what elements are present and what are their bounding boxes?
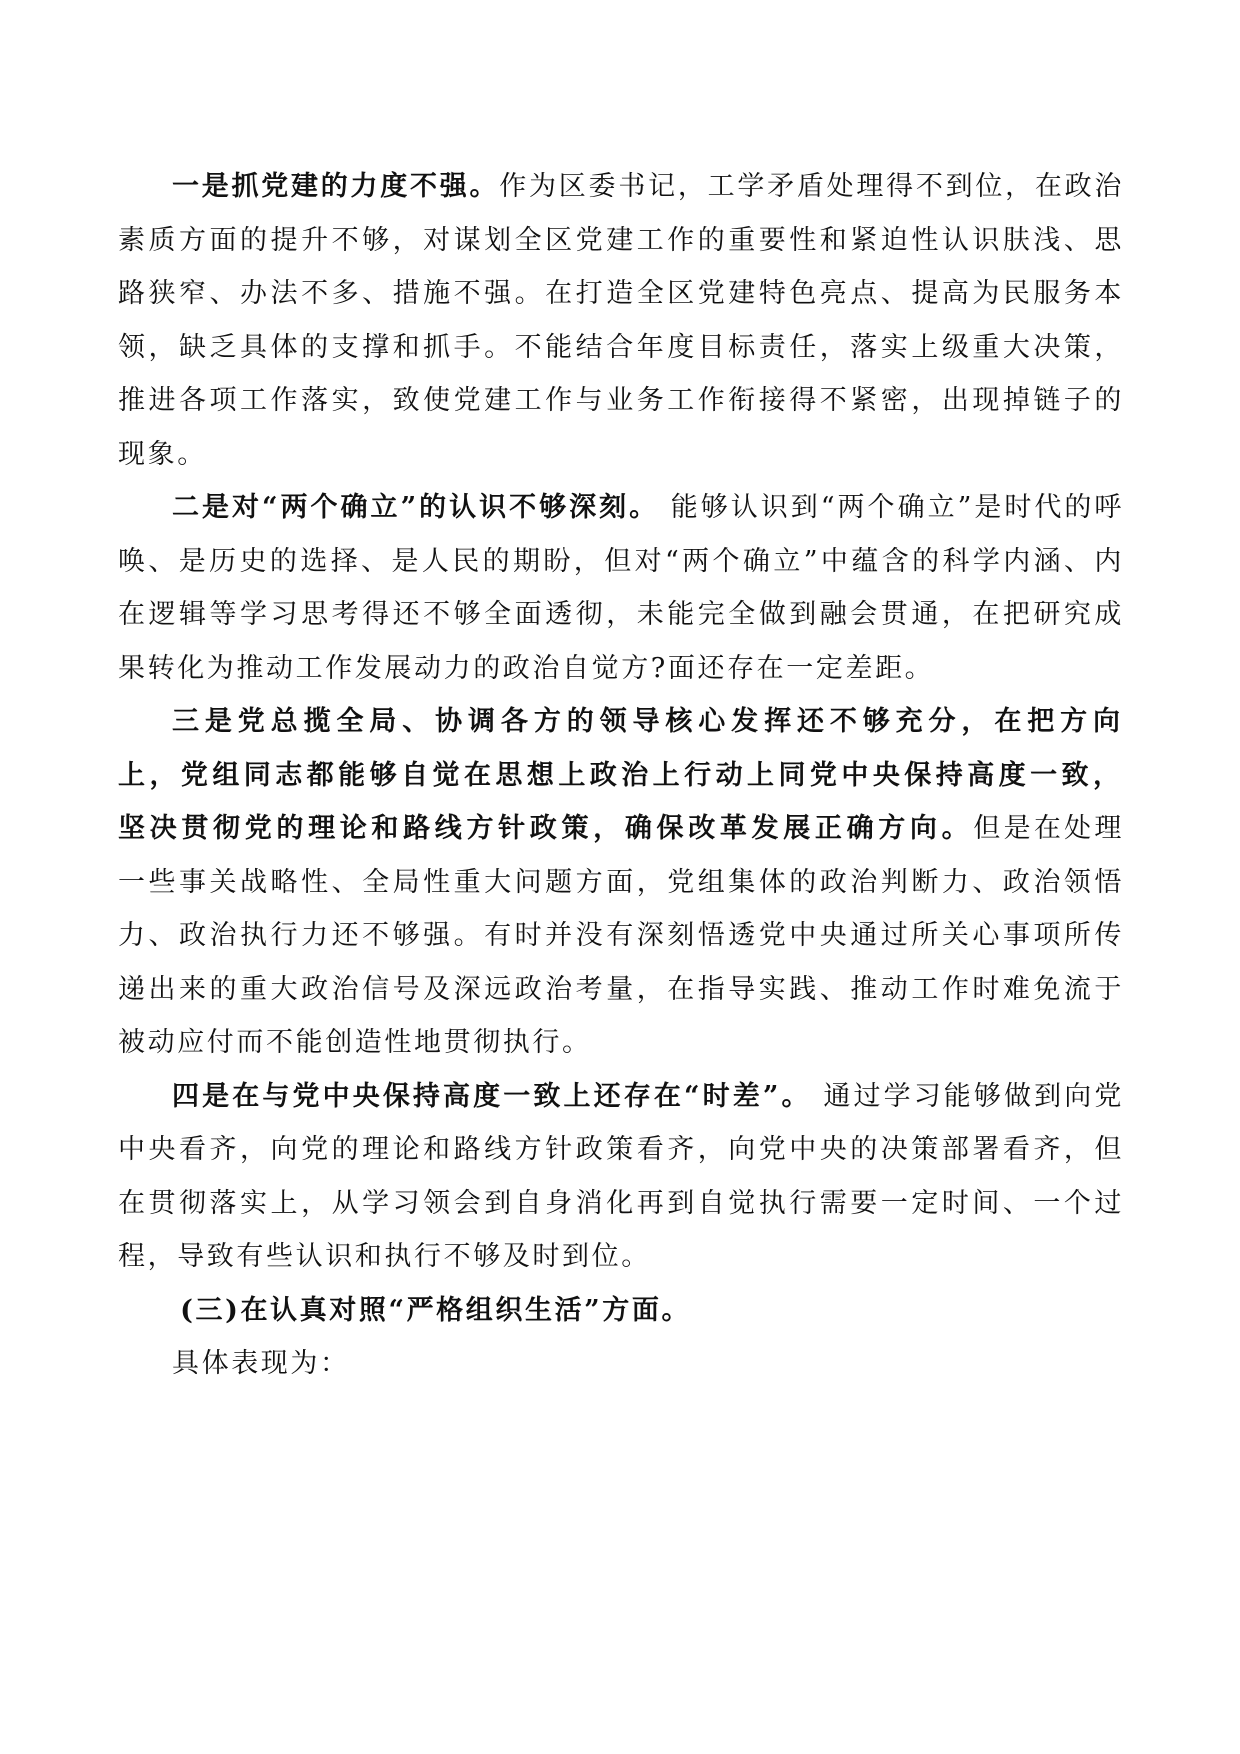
section-heading: (三)在认真对照“严格组织生活”方面。 [180, 1294, 692, 1326]
paragraph-4-lead: 四是在与党中央保持高度一致上还存在“时差”。 [172, 1080, 812, 1112]
document-body [118, 160, 1124, 1391]
paragraph-2-lead: 二是对“两个确立”的认识不够深刻。 [172, 492, 660, 523]
paragraph-4 [118, 1070, 1124, 1284]
paragraph-3-lead: 三是党总揽全局、协调各方的领导核心发挥还不够充分，在把方向上，党组同志都能够自觉在思想上政治上行动上同党中央保持高度一致，坚决贯彻党的理论和路线方针政策，确保改革发展正确方向。 [118, 706, 1124, 844]
paragraph-2 [118, 481, 1124, 695]
paragraph-1-body: 作为区委书记，工学矛盾处理得不到位，在政治素质方面的提升不够，对谋划全区党建工作的重要性和紧迫性认识肤浅、思路狭窄、办法不多、措施不强。在打造全区党建特色亮点、提高为民服务本领，缺乏具体的支撑和抓手。不能结合年度目标责任，落实上级重大决策，推进各项工作落实，致使党建工作与业务工作衔接得不紧密，出现掉链子的现象。 [118, 171, 1124, 470]
paragraph-2-body: 能够认识到“两个确立”是时代的呼唤、是历史的选择、是人民的期盼，但对“两个确立”中蕴含的科学内涵、内在逻辑等学习思考得还不够全面透彻，未能完全做到融会贯通，在把研究成果转化为推动工作发展动力的政治自觉方?面还存在一定差距。 [118, 492, 1124, 684]
paragraph-1-lead: 一是抓党建的力度不强。 [172, 171, 500, 202]
paragraph-1 [118, 160, 1124, 481]
closing-line: 具体表现为： [172, 1348, 350, 1379]
paragraph-4-body: 通过学习能够做到向党中央看齐，向党的理论和路线方针政策看齐，向党中央的决策部署看齐，但在贯彻落实上，从学习领会到自身消化再到自觉执行需要一定时间、一个过程，导致有些认识和执行不够及时到位。 [118, 1080, 1124, 1272]
paragraph-3 [118, 695, 1124, 1070]
paragraph-3-body: 但是在处理一些事关战略性、全局性重大问题方面，党组集体的政治判断力、政治领悟力、政治执行力还不够强。有时并没有深刻悟透党中央通过所关心事项所传递出来的重大政治信号及深远政治考量，在指导实践、推动工作时难免流于被动应付而不能创造性地贯彻执行。 [118, 813, 1125, 1058]
